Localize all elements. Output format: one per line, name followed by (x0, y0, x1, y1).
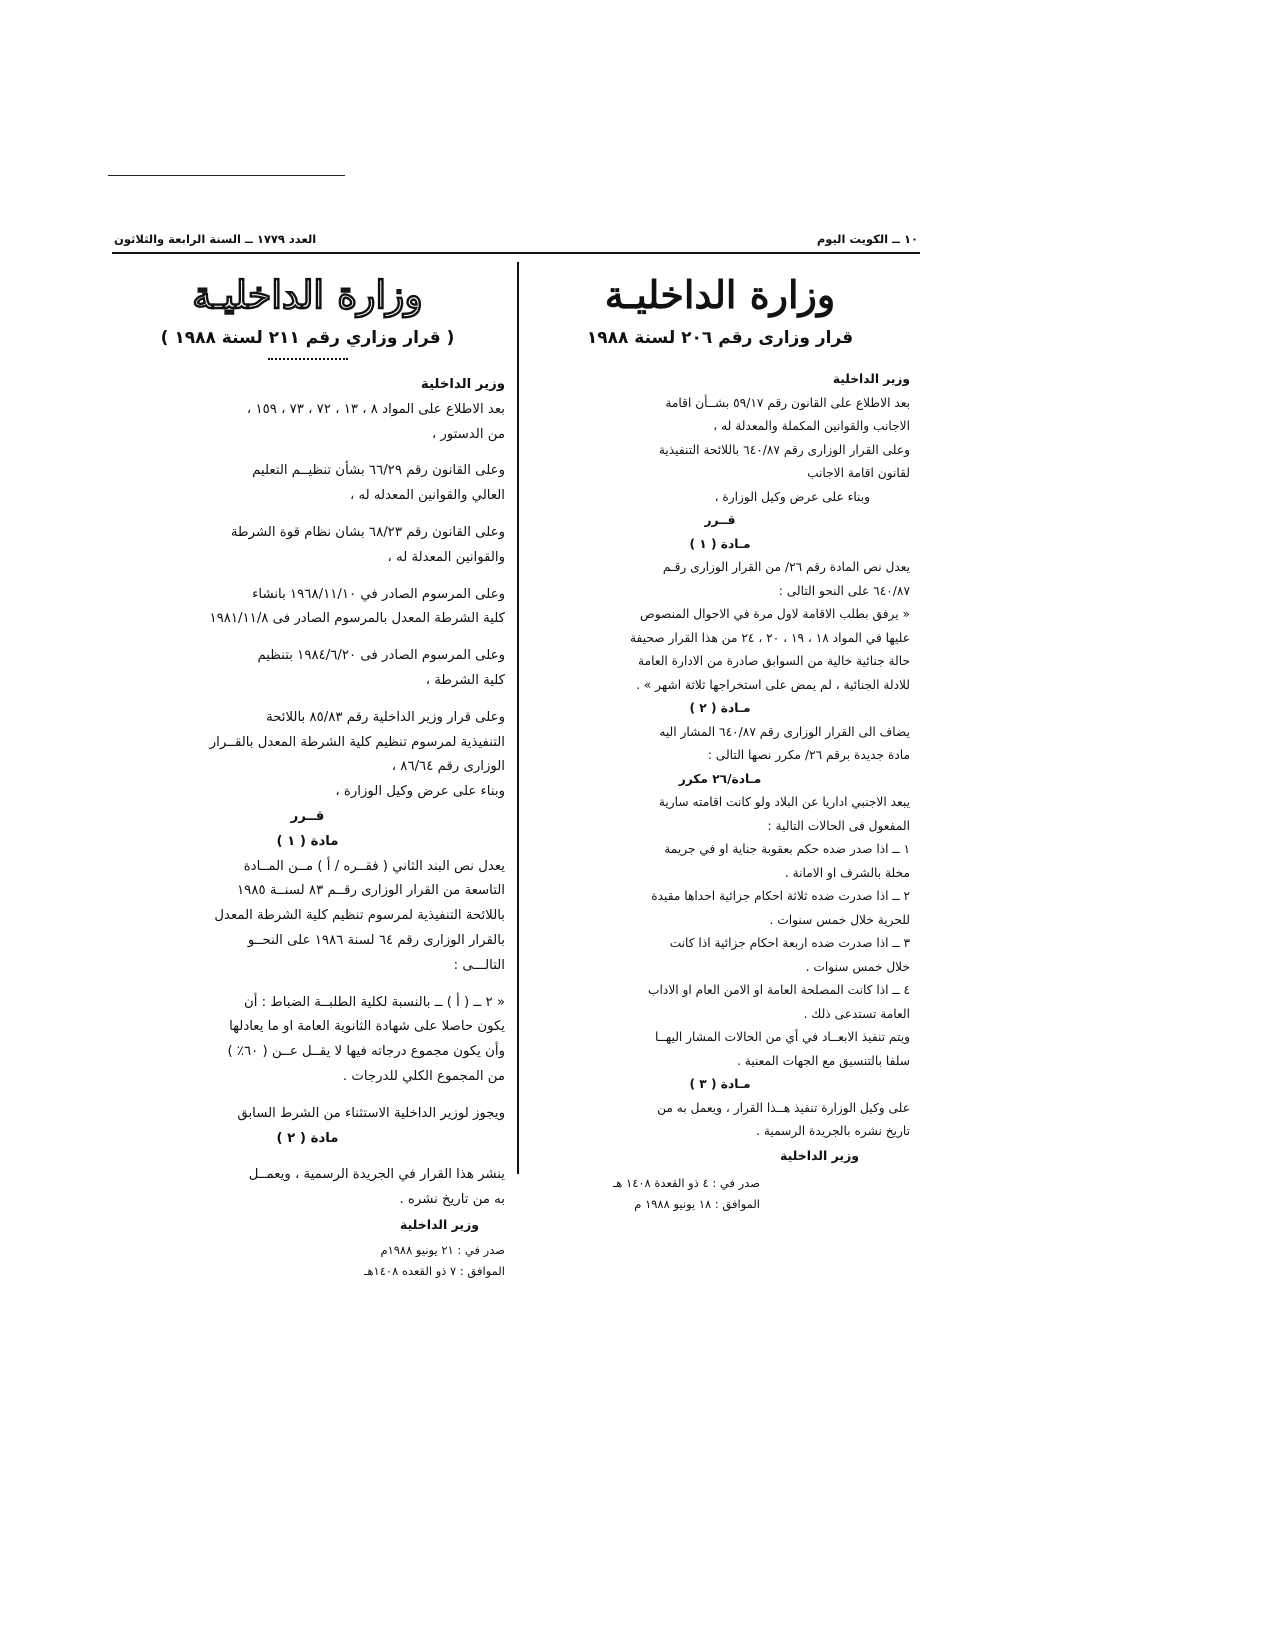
decree-number-title: ( قرار وزاري رقم ٢١١ لسنة ١٩٨٨ ) (160, 328, 455, 348)
article-line: ٢ ــ اذا صدرت ضده ثلاثة احكام جزائية احداها مقيدة (651, 889, 910, 903)
article-line: على وكيل الوزارة تنفيذ هــذا القرار ، ويعمل به من (657, 1100, 910, 1115)
article-heading: مـادة ( ٣ ) (689, 1077, 751, 1091)
column-divider (517, 262, 519, 1174)
decree-number-title: قرار وزارى رقم ٢٠٦ لسنة ١٩٨٨ (586, 328, 854, 348)
issue-date: صدر في : ٤ ذو القعدة ١٤٠٨ هـ (612, 1175, 760, 1190)
article-line: ١ ــ اذا صدر ضده حكم بعقوبة جناية او في جريمة (664, 842, 910, 856)
corresponding-date: الموافق : ٧ ذو القعده ١٤٠٨هـ (364, 1263, 505, 1278)
article-line: ٤ ــ اذا كانت المصلحة العامة او الامن العام او الاداب (648, 983, 910, 997)
article-line: ويتم تنفيذ الابعــاد في أي من الحالات المشار اليهــا (655, 1030, 910, 1044)
article-heading: مـادة/٢٦ مكرر (678, 771, 762, 786)
article-line: مادة جديدة برقم ٢٦/ مكرر نصها التالى : (707, 748, 910, 762)
article-line: باللائحة التنفيذية لمرسوم تنظيم كلية الشرطة المعدل (214, 908, 505, 924)
preamble-line: لقانون اقامة الاجانب (807, 466, 910, 480)
preamble-line: وعلى القرار الوزارى رقم ٦٤٠/٨٧ باللائحة التنفيذية (658, 442, 910, 457)
article-line: تاريخ نشره بالجريدة الرسمية . (756, 1124, 910, 1138)
article-line: حالة جنائية خالية من السوابق صادرة من الادارة العامة (638, 654, 910, 668)
top-rule-gap (80, 175, 108, 176)
ministry-title: وزارة الداخليـة (192, 272, 423, 317)
article-line: يضاف الى القرار الوزارى رقم ٦٤٠/٨٧ المشار اليه (659, 724, 910, 739)
minister-heading: وزير الداخلية (832, 372, 910, 386)
article-line: يبعد الاجنبي اداريا عن البلاد ولو كانت اقامته سارية (658, 795, 910, 809)
article-heading: مـادة ( ٢ ) (689, 701, 751, 715)
article-heading: مادة ( ١ ) (276, 833, 339, 849)
preamble-line: الاجانب والقوانين المكملة والمعدلة له ، (713, 419, 910, 433)
article-heading: مـادة ( ١ ) (689, 536, 751, 551)
issue-date: صدر في : ٢١ يونيو ١٩٨٨م (380, 1242, 505, 1257)
top-rule (80, 175, 345, 176)
article-line: عليها في المواد ١٨ ، ١٩ ، ٢٠ ، ٢٤ من هذا القرار صحيفة (630, 630, 910, 645)
article-line: سلفا بالتنسيق مع الجهات المعنية . (737, 1053, 910, 1068)
minister-heading: وزير الداخلية (420, 377, 505, 392)
preamble-line: الوزارى رقم ٨٦/٦٤ ، (391, 759, 505, 775)
article-line: يعدل نص المادة رقم ٢٦/ من القرار الوزارى رقـم (662, 560, 910, 574)
article-line: مخلة بالشرف او الامانة . (784, 865, 910, 880)
preamble-line: وبناء على عرض وكيل الوزارة ، (714, 489, 870, 504)
article-line: للحرية خلال خمس سنوات . (769, 912, 910, 927)
article-line: به من تاريخ نشره . (399, 1192, 505, 1208)
preamble-line: كلية الشرطة المعدل بالمرسوم الصادر فى ١٩٨١/١١/٨ (209, 611, 505, 627)
article-line: من المجموع الكلي للدرجات . (342, 1068, 505, 1084)
decree-211-column (110, 262, 505, 1282)
header-right-text: ١٠ ــ الكويت اليوم (816, 232, 918, 246)
preamble-line: وبناء على عرض وكيل الوزارة ، (335, 784, 505, 800)
corresponding-date: الموافق : ١٨ يونيو ١٩٨٨ م (634, 1196, 760, 1211)
decides-heading: قــرر (290, 808, 325, 824)
preamble-line: والقوانين المعدلة له ، (387, 549, 505, 565)
ministry-title: وزارة الداخليـة (604, 272, 836, 317)
preamble-line: من الدستور ، (431, 426, 505, 442)
article-line: التالـــى : (453, 957, 505, 973)
preamble-line: وعلى القانون رقم ٦٨/٢٣ بشان نظام قوة الشرطة (230, 524, 505, 540)
article-line: ينشر هذا القرار في الجريدة الرسمية ، ويعمــل (248, 1167, 505, 1183)
article-line: يكون حاصلا على شهادة الثانوية العامة او ما يعادلها (229, 1019, 505, 1035)
decides-heading: قــرر (704, 513, 736, 527)
article-line: المفعول فى الحالات التالية : (767, 818, 910, 833)
preamble-line: بعد الاطلاع على المواد ٨ ، ١٣ ، ٧٢ ، ٧٣ ، ١٥٩ ، (246, 401, 505, 417)
preamble-line: التنفيذية لمرسوم تنظيم كلية الشرطة المعدل بالقــرار (209, 734, 505, 750)
preamble-line: العالي والقوانين المعدله له ، (349, 488, 505, 504)
article-line: العامة تستدعى ذلك . (803, 1006, 910, 1021)
article-line: التاسعة من القرار الوزارى رقــم ٨٣ لسنــة ١٩٨٥ (237, 883, 505, 899)
article-line: ٦٤٠/٨٧ على النحو التالى : (778, 583, 910, 598)
article-line: وأن يكون مجموع درجاته فيها لا يقــل عــن ( ٦٠٪ ) (227, 1044, 505, 1060)
ornament-rule (268, 358, 348, 363)
article-line: « يرفق بطلب الاقامة لاول مرة في الاحوال المنصوص (639, 607, 910, 621)
signature: وزير الداخلية (780, 1147, 860, 1163)
header-left-text: العدد ١٧٧٩ ــ السنة الرابعة والثلاثون (114, 232, 317, 246)
article-line: ويجوز لوزير الداخلية الاستثناء من الشرط السابق (237, 1105, 505, 1121)
page-header (112, 232, 920, 254)
preamble-line: وعلى المرسوم الصادر فى ١٩٨٤/٦/٢٠ بتنظيم (257, 648, 505, 664)
article-heading: مادة ( ٢ ) (276, 1130, 339, 1146)
preamble-line: وعلى قرار وزير الداخلية رقم ٨٥/٨٣ باللائحة (266, 709, 505, 725)
preamble-line: وعلى المرسوم الصادر في ١٩٦٨/١١/١٠ بانشاء (252, 586, 505, 602)
signature: وزير الداخلية (400, 1216, 480, 1232)
preamble-line: كلية الشرطة ، (425, 672, 505, 688)
article-line: بالقرار الوزارى رقم ٦٤ لسنة ١٩٨٦ على النحــو (247, 932, 505, 948)
article-line: خلال خمس سنوات . (805, 959, 910, 974)
preamble-line: بعد الاطلاع على القانون رقم ٥٩/١٧ بشــأن اقامة (665, 395, 910, 410)
article-line: للادلة الجنائية ، لم يمض على استخراجها ثلاثة اشهر » . (636, 677, 910, 692)
article-line: « ٢ ــ ( أ ) ــ بالنسبة لكلية الطلبــة الضباط : أن (244, 994, 505, 1010)
article-line: يعدل نص البند الثاني ( فقــره / أ ) مــن المــادة (243, 858, 505, 874)
preamble-line: وعلى القانون رقم ٦٦/٢٩ بشأن تنظيــم التعليم (252, 463, 505, 479)
article-line: ٣ ــ اذا صدرت ضده اربعة احكام جزائية اذا كانت (669, 936, 910, 950)
decree-206-column (530, 262, 910, 1215)
